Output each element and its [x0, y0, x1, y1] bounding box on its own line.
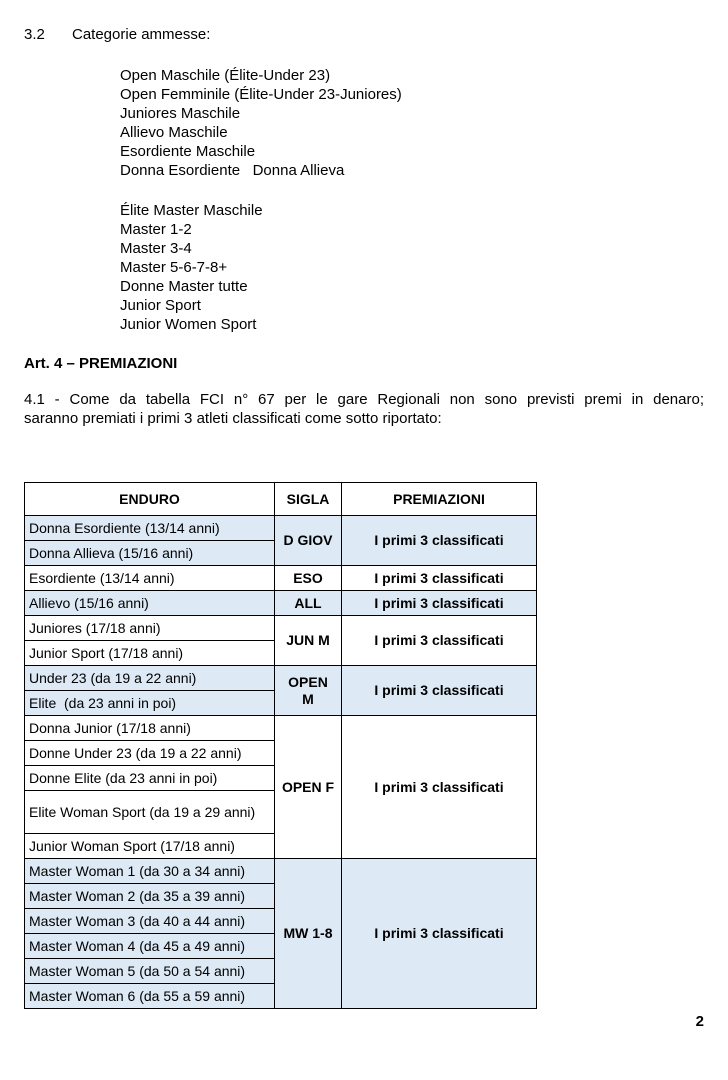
category-cell: Master Woman 2 (da 35 a 39 anni) [25, 884, 275, 909]
award-cell: I primi 3 classificati [342, 516, 537, 566]
awards-table [24, 482, 537, 1009]
category-cell: Donne Under 23 (da 19 a 22 anni) [25, 741, 275, 766]
category-cell: Donne Elite (da 23 anni in poi) [25, 766, 275, 791]
article-heading: Art. 4 – PREMIAZIONI [24, 355, 178, 372]
category-cell: Master Woman 1 (da 30 a 34 anni) [25, 859, 275, 884]
category-item: Master 1-2 [120, 221, 192, 238]
category-cell: Allievo (15/16 anni) [25, 591, 275, 616]
category-cell: Donna Allieva (15/16 anni) [25, 541, 275, 566]
code-cell: JUN M [275, 616, 342, 666]
category-cell: Under 23 (da 19 a 22 anni) [25, 666, 275, 691]
table-row [25, 666, 537, 691]
category-item: Open Maschile (Élite-Under 23) [120, 67, 331, 84]
article-paragraph [24, 390, 704, 428]
table-row [25, 859, 537, 884]
category-cell: Junior Sport (17/18 anni) [25, 641, 275, 666]
column-header: ENDURO [25, 483, 275, 516]
code-cell: OPEN F [275, 716, 342, 859]
code-cell: ESO [275, 566, 342, 591]
category-cell: Master Woman 3 (da 40 a 44 anni) [25, 909, 275, 934]
category-item: Élite Master Maschile [120, 202, 263, 219]
code-cell: ALL [275, 591, 342, 616]
category-item: Master 3-4 [120, 240, 192, 257]
category-item: Donne Master tutte [120, 278, 248, 295]
category-cell: Elite Woman Sport (da 19 a 29 anni) [25, 791, 275, 834]
section-title: Categorie ammesse: [72, 26, 211, 43]
table-row [25, 566, 537, 591]
category-cell: Master Woman 6 (da 55 a 59 anni) [25, 984, 275, 1009]
table-row [25, 616, 537, 641]
category-list-2 [120, 201, 263, 334]
category-item: Open Femminile (Élite-Under 23-Juniores) [120, 86, 402, 103]
category-cell: Donna Esordiente (13/14 anni) [25, 516, 275, 541]
category-cell: Junior Woman Sport (17/18 anni) [25, 834, 275, 859]
paragraph-line: 4.1 - Come da tabella FCI n° 67 per le gare Regionali non sono previsti premi in denaro; [24, 391, 704, 408]
table-row [25, 591, 537, 616]
category-cell: Donna Junior (17/18 anni) [25, 716, 275, 741]
category-item: Junior Women Sport [120, 316, 257, 333]
table-row [25, 516, 537, 541]
award-cell: I primi 3 classificati [342, 666, 537, 716]
award-cell: I primi 3 classificati [342, 616, 537, 666]
award-cell: I primi 3 classificati [342, 716, 537, 859]
category-list-1 [120, 66, 402, 180]
code-cell: OPEN M [275, 666, 342, 716]
table-header-row [25, 483, 537, 516]
category-item: Allievo Maschile [120, 124, 228, 141]
paragraph-line: saranno premiati i primi 3 atleti classificati come sotto riportato: [24, 410, 442, 427]
page-number: 2 [695, 1013, 704, 1030]
category-cell: Juniores (17/18 anni) [25, 616, 275, 641]
award-cell: I primi 3 classificati [342, 566, 537, 591]
category-item: Junior Sport [120, 297, 201, 314]
table-row [25, 716, 537, 741]
code-cell: D GIOV [275, 516, 342, 566]
category-item: Master 5-6-7-8+ [120, 259, 228, 276]
code-cell: MW 1-8 [275, 859, 342, 1009]
category-cell: Elite (da 23 anni in poi) [25, 691, 275, 716]
column-header: PREMIAZIONI [342, 483, 537, 516]
category-cell: Esordiente (13/14 anni) [25, 566, 275, 591]
category-cell: Master Woman 4 (da 45 a 49 anni) [25, 934, 275, 959]
section-number: 3.2 [24, 26, 45, 43]
category-item: Donna Esordiente Donna Allieva [120, 162, 345, 179]
award-cell: I primi 3 classificati [342, 591, 537, 616]
column-header: SIGLA [275, 483, 342, 516]
category-item: Juniores Maschile [120, 105, 241, 122]
category-item: Esordiente Maschile [120, 143, 256, 160]
award-cell: I primi 3 classificati [342, 859, 537, 1009]
category-cell: Master Woman 5 (da 50 a 54 anni) [25, 959, 275, 984]
